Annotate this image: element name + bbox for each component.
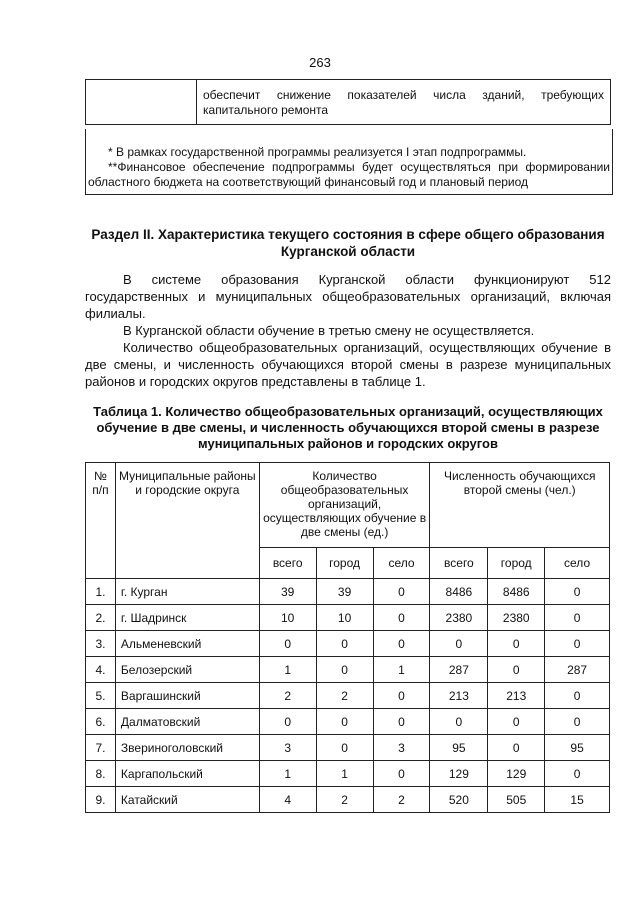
footnote-2: **Финансовое обеспечение подпрограммы будет осуществляться при формировании областного бюджета на соответствующий финансовый год и плановый период (88, 160, 610, 189)
paragraph-1: В системе образования Курганской области функционируют 512 государственных и муниципальных общеобразовательных организаций, включая филиалы. (85, 272, 611, 321)
cell: 3 (373, 735, 430, 761)
row-name: Катайский (115, 787, 259, 813)
header-orgs: Количество общеобразовательных организаций, осуществляющих обучение в две смены (ед.) (259, 463, 430, 548)
cell: 505 (488, 787, 545, 813)
cell: 0 (545, 605, 610, 631)
cell: 0 (373, 579, 430, 605)
cell: 0 (316, 657, 373, 683)
cell: 129 (430, 761, 488, 787)
paragraph-2: В Курганской области обучение в третью смену не осуществляется. (123, 323, 535, 338)
cell: 0 (488, 657, 545, 683)
subheader-orgs-total: всего (259, 548, 316, 579)
cell: 0 (488, 709, 545, 735)
table-row (86, 605, 610, 631)
cell: 287 (430, 657, 488, 683)
row-name: Звериноголовский (115, 735, 259, 761)
row-num: 7. (86, 735, 116, 761)
row-name: Варгашинский (115, 683, 259, 709)
table-row (86, 787, 610, 813)
top-summary-box (85, 79, 611, 125)
cell: 2380 (430, 605, 488, 631)
cell: 1 (373, 657, 430, 683)
row-num: 2. (86, 605, 116, 631)
cell: 95 (545, 735, 610, 761)
cell: 15 (545, 787, 610, 813)
header-num: № п/п (86, 463, 116, 579)
cell: 129 (488, 761, 545, 787)
table-row (86, 735, 610, 761)
table-title: Таблица 1. Количество общеобразовательных организаций, осуществляющих обучение в две смены, и численность обучающихся второй смены в разрезе муниципальных районов и городских округов (93, 404, 603, 451)
cell: 0 (373, 605, 430, 631)
cell: 10 (316, 605, 373, 631)
cell: 39 (259, 579, 316, 605)
subheader-students-total: всего (430, 548, 488, 579)
row-num: 3. (86, 631, 116, 657)
row-num: 9. (86, 787, 116, 813)
cell: 0 (316, 631, 373, 657)
row-name: Далматовский (115, 709, 259, 735)
cell: 0 (545, 683, 610, 709)
row-num: 1. (86, 579, 116, 605)
section-title: Раздел II. Характеристика текущего состояния в сфере общего образования Курганской области (91, 227, 605, 259)
footnotes-box (85, 129, 613, 195)
table-row (86, 683, 610, 709)
row-name: г. Шадринск (115, 605, 259, 631)
cell: 0 (373, 683, 430, 709)
cell: 8486 (430, 579, 488, 605)
cell: 2 (316, 787, 373, 813)
cell: 520 (430, 787, 488, 813)
cell: 213 (430, 683, 488, 709)
footnote-1: * В рамках государственной программы реализуется I этап подпрограммы. (108, 145, 527, 159)
table-row (86, 579, 610, 605)
page-number: 263 (309, 55, 331, 70)
cell: 2 (259, 683, 316, 709)
cell: 0 (259, 709, 316, 735)
cell: 4 (259, 787, 316, 813)
data-table (85, 462, 610, 813)
body-text (85, 271, 611, 390)
row-name: г. Курган (115, 579, 259, 605)
cell: 1 (259, 657, 316, 683)
top-box-empty-cell (86, 80, 197, 125)
cell: 0 (316, 735, 373, 761)
paragraph-3: Количество общеобразовательных организаций, осуществляющих обучение в две смены, и численность обучающихся второй смены в разрезе муниципальных районов и городских округов представлены в таблице 1. (85, 340, 611, 389)
header-students: Численность обучающихся второй смены (чел.) (430, 463, 610, 548)
row-name: Белозерский (115, 657, 259, 683)
row-num: 8. (86, 761, 116, 787)
cell: 1 (316, 761, 373, 787)
cell: 0 (373, 761, 430, 787)
cell: 95 (430, 735, 488, 761)
table-row (86, 761, 610, 787)
cell: 0 (373, 631, 430, 657)
cell: 3 (259, 735, 316, 761)
cell: 0 (430, 709, 488, 735)
table-row (86, 709, 610, 735)
cell: 0 (545, 709, 610, 735)
top-box-text: обеспечит снижение показателей числа зданий, требующих капитального ремонта (197, 80, 611, 125)
cell: 2380 (488, 605, 545, 631)
cell: 0 (545, 579, 610, 605)
cell: 10 (259, 605, 316, 631)
row-num: 6. (86, 709, 116, 735)
subheader-orgs-village: село (373, 548, 430, 579)
cell: 2 (373, 787, 430, 813)
cell: 0 (259, 631, 316, 657)
row-num: 5. (86, 683, 116, 709)
subheader-students-city: город (488, 548, 545, 579)
cell: 0 (373, 709, 430, 735)
table-row (86, 631, 610, 657)
cell: 0 (316, 709, 373, 735)
cell: 213 (488, 683, 545, 709)
subheader-orgs-city: город (316, 548, 373, 579)
header-district: Муниципальные районы и городские округа (115, 463, 259, 579)
row-name: Альменевский (115, 631, 259, 657)
subheader-students-village: село (545, 548, 610, 579)
cell: 0 (545, 631, 610, 657)
row-name: Каргапольский (115, 761, 259, 787)
cell: 8486 (488, 579, 545, 605)
cell: 1 (259, 761, 316, 787)
row-num: 4. (86, 657, 116, 683)
cell: 0 (545, 761, 610, 787)
cell: 287 (545, 657, 610, 683)
cell: 0 (488, 631, 545, 657)
cell: 39 (316, 579, 373, 605)
cell: 0 (430, 631, 488, 657)
table-row (86, 657, 610, 683)
cell: 0 (488, 735, 545, 761)
cell: 2 (316, 683, 373, 709)
